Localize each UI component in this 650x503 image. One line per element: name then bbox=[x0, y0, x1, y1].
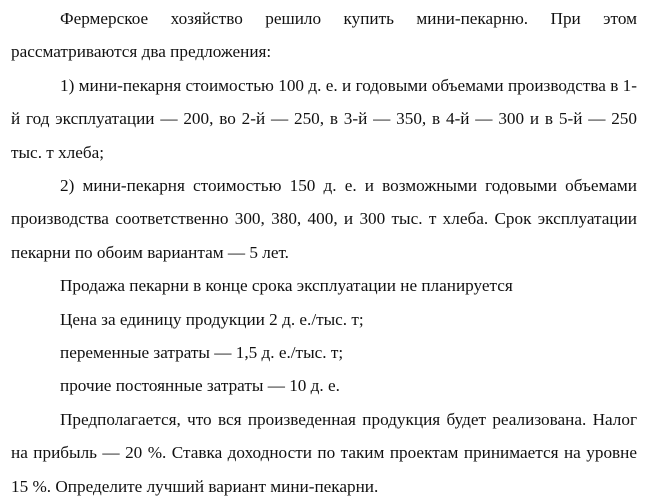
paragraph-sale-note: Продажа пекарни в конце срока эксплуатации не планируется bbox=[60, 276, 513, 296]
document-body bbox=[11, 2, 637, 503]
paragraph-intro: Фермерское хозяйство решило купить мини-пекарню. При этом рассматриваются два предложения: bbox=[11, 9, 637, 62]
paragraph-variable-costs: переменные затраты — 1,5 д. е./тыс. т; bbox=[60, 343, 344, 363]
paragraph-option-1: 1) мини-пекарня стоимостью 100 д. е. и годовыми объемами производства в 1-й год эксплуатации — 200, во 2-й — 250, в 3-й — 350, в 4-й — 300 и в 5-й — 250 тыс. т хлеба; bbox=[11, 75, 637, 162]
paragraph-fixed-costs: прочие постоянные затраты — 10 д. е. bbox=[60, 376, 340, 396]
paragraph-task: Предполагается, что вся произведенная продукция будет реализована. Налог на прибыль — 20 %. Ставка доходности по таким проектам принимается на уровне 15 %. Определите лучший вариант мини-пекарни. bbox=[11, 409, 637, 496]
paragraph-unit-price: Цена за единицу продукции 2 д. е./тыс. т; bbox=[60, 309, 364, 329]
paragraph-option-2: 2) мини-пекарня стоимостью 150 д. е. и возможными годовыми объемами производства соответственно 300, 380, 400, и 300 тыс. т хлеба. Срок эксплуатации пекарни по обоим вариантам — 5 лет. bbox=[11, 176, 637, 262]
